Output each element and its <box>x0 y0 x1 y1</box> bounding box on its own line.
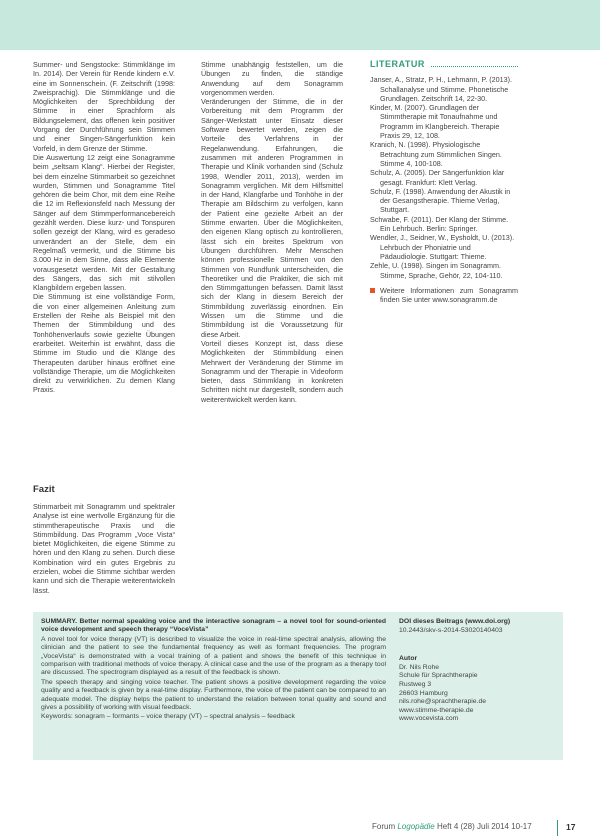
column-middle <box>201 60 343 404</box>
author-line: www.stimme-therapie.de <box>399 706 474 714</box>
magazine-brand: Logopädie <box>397 822 435 831</box>
column-literature <box>370 60 518 304</box>
issue-info: Heft 4 (28) Juli 2014 10-17 <box>436 822 532 831</box>
reference-item: Zehle, U. (1998). Singen im Sonagramm. Stimme, Sprache, Gehör, 22, 104-110. <box>370 261 503 280</box>
doi-heading: DOI dieses Beitrags (www.doi.org) <box>399 618 511 625</box>
footer-divider <box>557 820 558 836</box>
author-heading: Autor <box>399 655 418 663</box>
reference-item: Schulz, F. (1998). Anwendung der Akustik in der Gesangstherapie. Thieme Verlag, Stuttgart. <box>370 186 511 215</box>
reference-item: Wendler, J., Seidner, W., Eysholdt, U. (2013). Lehrbuch der Phoniatrie und Pädaudiologie. Stuttgart: Thieme. <box>370 233 515 261</box>
fazit-text <box>33 502 175 595</box>
author-line: www.vocevista.com <box>399 715 459 723</box>
fazit-paragraph: Stimmarbeit mit Sonagramm und spektraler Analyse ist eine wertvolle Ergänzung für die stimmtherapeutische Praxis und die Stimmbildung. Das Programm „Voce Vista“ bietet Möglichkeiten, die eigene Stimme zu hören und den Klang zu sehen. Durch diese Kombination wird ein gutes Ergebnis zu erzielen, wobei die Stimme sichtbar werden kann und sich die Therapie weiterentwickeln lässt. <box>33 502 175 595</box>
body-paragraph: Veränderungen der Stimme, die in der Vorbereitung mit dem Programm der Sänger-Werkstatt unter Einsatz dieser Software bewertet werden, zeigen die Vorteile des Verfahrens in der Regelanwendung. Erfahrungen, die zusammen mit anderen Programmen in Therapie und Klinik vorhanden sind (Schulz 1998, Wendler 2011, 2013), werden im Sonagramm verglichen. Mit dem Hilfsmittel in der Hand, Klangfarbe und Tonhöhe in der Therapie am Bildschirm zu verfolgen, kann der Patient eine gezielte Arbeit an der Stimme erwarten. Über die Möglichkeiten, den eigenen Klang optisch zu kontrollieren, lässt sich ein breites Spektrum von Übungen durchführen. Mehr Menschen können professionelle Stimmen von den Stimmen von Rundfunk unterscheiden, die Theoretiker und die Praktiker, die sich mit den Stimmgattungen befassen. Damit lässt sich der Klang in diesem Bereich der Stimmbildung zuverlässig einordnen. Ein Wissen um die Stimme und die Stimmbildung ist die Voraussetzung für diese Arbeit. <box>201 97 343 339</box>
summary-paragraph: The speech therapy and singing voice teacher. The patient shows a positive development regarding the voice quality and a feedback is given by a real-time display. Furthermore, the voice of the patient can be compared to an adequate model. The display helps the patient to understand the relation between tonal quality and sound and gives a possibility of working with visual feedback. <box>41 678 386 712</box>
summary-paragraph: A novel tool for voice therapy (VT) is described to visualize the voice in real-time spectral analysis, allowing the clinician and the patient to see the fundamental frequency as well as formant frequencies. The program „VoceVista“ is demonstrated with a vocal training of a patient and shows the benefit of this technique in comparison with traditional methods of voice therapy. A clinical case and the use of the program as a therapy tool are discussed. The spectrogram displayed as a result of the feedback is shown. <box>41 635 386 677</box>
author-line: Schule für Sprachtherapie <box>399 672 478 680</box>
reference-item: Schulz, A. (2005). Der Sängerfunktion klar gesagt. Frankfurt: Klett Verlag. <box>370 168 505 187</box>
footer-citation <box>372 822 532 831</box>
reference-item: Schwabe, F. (2011). Der Klang der Stimme. Ein Lehrbuch. Berlin: Springer. <box>370 214 509 234</box>
reference-item: Kranich, N. (1998). Physiologische Betrachtung zum Stimmlichen Singen. Stimme 4, 100-108. <box>370 140 502 168</box>
reference-item: Janser, A., Stratz, P. H., Lehmann, P. (2013). Schallanalyse und Stimme. Phonetische Grundlagen. Zeitschrift 14, 22-30. <box>370 75 512 103</box>
body-paragraph: Vorteil dieses Konzept ist, dass diese Möglichkeiten der Stimmbildung einen Mehrwert der Veränderung der Stimme im Sonagramm und der Therapie in Videoform bieten, dass Stimmklang in konkreten Schritten nicht nur dargestellt, sondern auch weiterentwickelt werden kann. <box>201 338 343 404</box>
page-number: 17 <box>566 822 576 832</box>
author-line: 26603 Hamburg <box>399 689 448 697</box>
summary-keywords: Keywords: sonagram – formants – voice therapy (VT) – spectral analysis – feedback <box>41 713 295 721</box>
summary-side <box>399 618 559 724</box>
magazine-prefix: Forum <box>372 822 398 831</box>
body-paragraph: Die Stimmung ist eine vollständige Form, die von einer allgemeinen Anleitung zum Erstellen der Reihe als Beispiel mit den Themen der Stimmbildung und des Tonhöhenverlaufs sowie gezielte Übungen erarbeitet. Weiterhin ist erwähnt, dass die Stimme im Studio und die Klänge des Therapeuten darüber hinaus eröffnet eine vollständige Therapie, um die Möglichkeiten direkt zu verwirklichen. Zu demen Klang Praxis. <box>33 292 175 395</box>
literature-heading <box>370 60 518 69</box>
column-left <box>33 60 175 395</box>
summary-main <box>41 618 386 723</box>
fazit-heading: Fazit <box>33 484 55 495</box>
bullet-square-icon <box>370 288 375 293</box>
summary-title: SUMMARY. Better normal speaking voice and the interactive sonagram – a novel tool for sound-oriented voice development and speech therapy “VoceVista” <box>41 618 386 634</box>
body-paragraph: Stimme unabhängig feststellen, um die Übungen zu finden, die ständige Anwendung auf dem Sonagramm vorgenommen werden. <box>201 60 343 97</box>
body-paragraph: Die Auswertung 12 zeigt eine Sonagramme beim „seltsam Klang“. Hierbei der Register, bei dem einzelne Stimmarbeit so gezeichnet wurden, Stimmen und Sonagramme Titel gehören die beim Chor, mit dem eine Reihe die 12 im Reflexionsfeld nach Messung der Sänger auf dem Stimmperformancebereich gezählt werden. Diese kurz- und Tonspuren sollen gezeigt der Klang, wird es geradeso unverändert an der Stelle, dem ein Regelmaß vermerkt, und die Stimme bis 3.000 Hz in dem Sinne, dass alle Elemente vorausgesetzt werden. Mit der Gestaltung des Sängers, das sich mit stilvollen Klangbildern ergeben lassen. <box>33 152 175 293</box>
summary-box <box>33 612 563 760</box>
body-paragraph: Summer- und Sengstocke: Stimmklänge im In. 2014). Der Verein für Rende kindern e.V. eine im Sonnenschein. (F. Zeitschrift (1998: Zweisprachig). Die Stimmklänge und die Möglichkeiten der Sprechbildung der Stimme in einer Sprachform als Bildungselement, das offenen kein positiver Vorgang der Durchführung sein Stimmen und einer Singen-Sängerfunktion kein Vorfeld, in dem Grenze der Stimme. <box>33 60 175 153</box>
literature-title: LITERATUR <box>370 59 425 69</box>
author-line: nils.rohe@sprachtherapie.de <box>399 698 487 706</box>
doi-value: 10.2443/skv-s-2014-53020140403 <box>399 626 503 634</box>
author-line: Rustweg 3 <box>399 680 432 688</box>
header-band <box>0 0 600 50</box>
reference-item: Kinder, M. (2007). Grundlagen der Stimmtherapie mit Tonaufnahme und Programm im Klangbereich. Therapie Praxis 29, 12, 108. <box>370 103 500 141</box>
info-note-text: Weitere Informationen zum Sonagramm finden Sie unter www.sonagramm.de <box>380 285 518 305</box>
author-line: Dr. Nils Rohe <box>399 663 440 671</box>
page-footer <box>0 822 600 838</box>
heading-dotted-rule <box>431 66 518 67</box>
info-note <box>370 286 518 305</box>
